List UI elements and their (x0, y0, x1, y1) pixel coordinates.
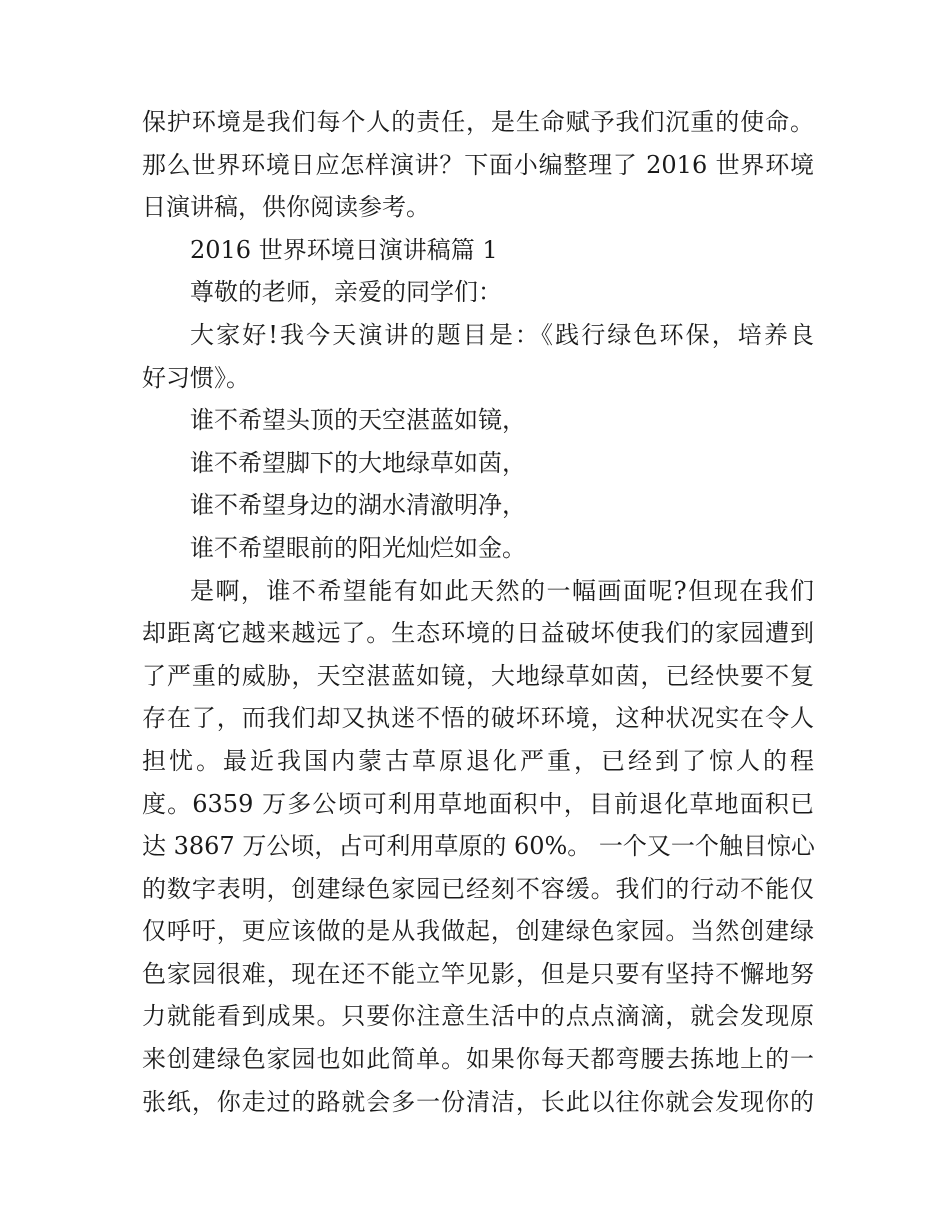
text-line: 大家好!我今天演讲的题目是：《践行绿色环保，培养良 (190, 320, 814, 349)
document-body (142, 101, 814, 1123)
text-line: 谁不希望头顶的天空湛蓝如镜， (190, 406, 526, 435)
text-line: 好习惯》。 (142, 363, 250, 392)
text-line: 力就能看到成果。只要你注意生活中的点点滴滴，就会发现原 (142, 1002, 814, 1031)
text-line: 色家园很难，现在还不能立竿见影，但是只要有坚持不懈地努 (142, 959, 814, 988)
text-line: 谁不希望身边的湖水清澈明净， (190, 491, 526, 520)
text-line: 担忧。最近我国内蒙古草原退化严重，已经到了惊人的程 (142, 746, 814, 775)
text-line: 张纸，你走过的路就会多一份清洁，长此以往你就会发现你的 (142, 1087, 814, 1116)
text-line: 仅呼吁，更应该做的是从我做起，创建绿色家园。当然创建绿 (142, 917, 814, 946)
text-line: 存在了，而我们却又执迷不悟的破坏环境，这种状况实在令人 (142, 704, 814, 733)
text-line: 达 3867 万公顷，占可利用草原的 60%。 一个又一个触目惊心 (142, 832, 815, 861)
text-line: 是啊，谁不希望能有如此天然的一幅画面呢?但现在我们 (190, 576, 814, 605)
text-line: 的数字表明，创建绿色家园已经刻不容缓。我们的行动不能仅 (142, 874, 814, 903)
text-line: 日演讲稿，供你阅读参考。 (142, 193, 430, 222)
text-line: 尊敬的老师，亲爱的同学们： (190, 278, 502, 307)
text-line: 了严重的威胁，天空湛蓝如镜，大地绿草如茵，已经快要不复 (142, 661, 814, 690)
text-line: 谁不希望眼前的阳光灿烂如金。 (190, 533, 526, 562)
text-line: 保护环境是我们每个人的责任，是生命赋予我们沉重的使命。 (142, 108, 814, 136)
text-line: 度。6359 万多公顷可利用草地面积中，目前退化草地面积已 (142, 789, 814, 818)
text-line: 却距离它越来越远了。生态环境的日益破坏使我们的家园遭到 (142, 619, 814, 648)
text-line: 2016 世界环境日演讲稿篇 1 (190, 235, 498, 264)
text-line: 那么世界环境日应怎样演讲？下面小编整理了 2016 世界环境 (142, 150, 814, 179)
text-line: 来创建绿色家园也如此简单。如果你每天都弯腰去拣地上的一 (142, 1045, 814, 1074)
text-line: 谁不希望脚下的大地绿草如茵， (190, 448, 526, 477)
